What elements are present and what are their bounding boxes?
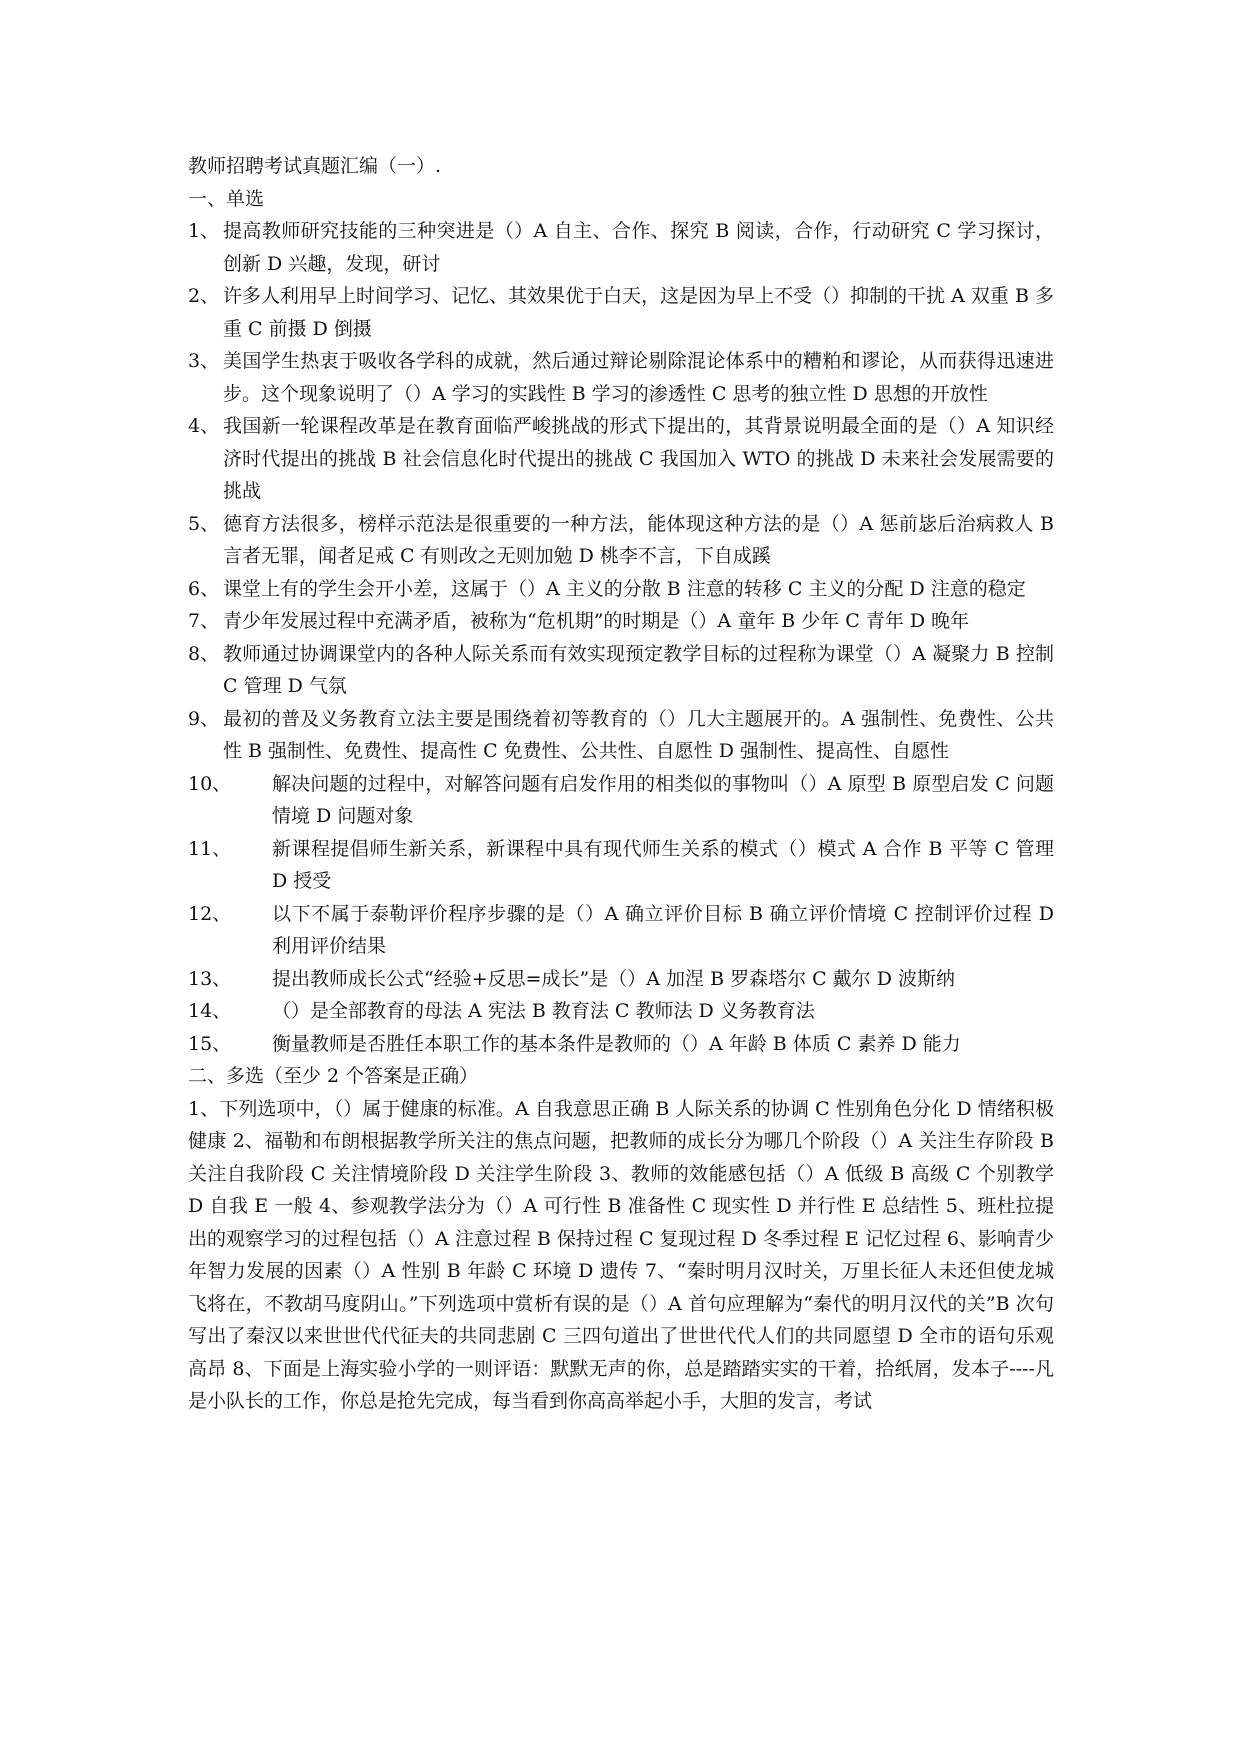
question-item <box>188 963 1054 996</box>
question-number: 2、 <box>188 285 220 307</box>
question-number: 10、 <box>188 772 232 795</box>
question-text: 我国新一轮课程改革是在教育面临严峻挑战的形式下提出的，其背景说明最全面的是（）A 知识经济时代提出的挑战 B 社会信息化时代提出的挑战 C 我国加入 WTO 的挑战 D 未来社会发展需要的挑战 <box>223 415 1054 502</box>
question-item <box>188 280 1054 345</box>
question-item <box>188 898 1054 963</box>
question-text: 提高教师研究技能的三种突进是（）A 自主、合作、探究 B 阅读，合作，行动研究 C 学习探讨，创新 D 兴趣，发现，研讨 <box>223 220 1054 275</box>
question-text: 以下不属于泰勒评价程序步骤的是（）A 确立评价目标 B 确立评价情境 C 控制评价过程 D 利用评价结果 <box>272 902 1054 957</box>
question-number: 7、 <box>188 610 220 632</box>
question-number: 15、 <box>188 1032 232 1055</box>
question-number: 6、 <box>188 577 220 600</box>
question-item <box>188 605 1054 638</box>
question-text: 课堂上有的学生会开小差，这属于（）A 主义的分散 B 注意的转移 C 主义的分配 D 注意的稳定 <box>223 577 1026 600</box>
question-item <box>188 768 1054 833</box>
question-text: 新课程提倡师生新关系，新课程中具有现代师生关系的模式（）模式 A 合作 B 平等 C 管理 D 授受 <box>272 837 1054 892</box>
question-item <box>188 995 1054 1028</box>
question-number: 5、 <box>188 512 220 535</box>
question-number: 1、 <box>188 220 220 242</box>
question-item <box>188 508 1054 573</box>
question-text: 美国学生热衷于吸收各学科的成就，然后通过辩论剔除混论体系中的糟粕和谬论，从而获得迅速进步。这个现象说明了（）A 学习的实践性 B 学习的渗透性 C 思考的独立性 D 思想的开放性 <box>223 350 1054 405</box>
question-item <box>188 573 1054 606</box>
question-text: 青少年发展过程中充满矛盾，被称为“危机期”的时期是（）A 童年 B 少年 C 青年 D 晚年 <box>223 610 970 632</box>
question-number: 8、 <box>188 642 220 665</box>
question-item <box>188 345 1054 410</box>
question-text: 解决问题的过程中，对解答问题有启发作用的相类似的事物叫（）A 原型 B 原型启发 C 问题情境 D 问题对象 <box>272 772 1054 827</box>
document-body <box>188 150 1054 1418</box>
question-number: 12、 <box>188 902 232 925</box>
section-heading-single-choice: 一、单选 <box>188 187 265 210</box>
question-text: 教师通过协调课堂内的各种人际关系而有效实现预定教学目标的过程称为课堂（）A 凝聚力 B 控制 C 管理 D 气氛 <box>223 642 1054 697</box>
question-text: 衡量教师是否胜任本职工作的基本条件是教师的（）A 年龄 B 体质 C 素养 D 能力 <box>272 1032 961 1055</box>
question-number: 13、 <box>188 967 232 990</box>
question-item <box>188 703 1054 768</box>
question-text: 德育方法很多，榜样示范法是很重要的一种方法，能体现这种方法的是（）A 惩前毖后治病救人 B 言者无罪，闻者足戒 C 有则改之无则加勉 D 桃李不言，下自成蹊 <box>223 512 1054 567</box>
question-text: 提出教师成长公式“经验+反思=成长”是（）A 加涅 B 罗森塔尔 C 戴尔 D 波斯纳 <box>272 967 955 990</box>
question-item <box>188 638 1054 703</box>
question-item <box>188 215 1054 280</box>
question-item <box>188 410 1054 508</box>
multi-choice-paragraph: 1、下列选项中，（）属于健康的标准。A 自我意思正确 B 人际关系的协调 C 性别角色分化 D 情绪积极健康 2、福勒和布朗根据教学所关注的焦点问题，把教师的成长分为哪几个阶段（）A 关注生存阶段 B 关注自我阶段 C 关注情境阶段 D 关注学生阶段 3、教师的效能感包括（）A 低级 B 高级 C 个别教学 D 自我 E 一般 4、参观教学法分为（）A 可行性 B 准备性 C 现实性 D 并行性 E 总结性 5、班杜拉提出的观察学习的过程包括（）A 注意过程 B 保持过程 C 复现过程 D 冬季过程 E 记忆过程 6、影响青少年智力发展的因素（）A 性别 B 年龄 C 环境 D 遗传 7、“秦时明月汉时关，万里长征人未还但使龙城飞将在，不教胡马度阴山。”下列选项中赏析有误的是（）A 首句应理解为“秦代的明月汉代的关”B 次句写出了秦汉以来世世代代征夫的共同悲剧 C 三四句道出了世世代代人们的共同愿望 D 全市的语句乐观高昂 8、下面是上海实验小学的一则评语：默默无声的你，总是踏踏实实的干着，拾纸屑，发本子----凡是小队长的工作，你总是抢先完成，每当看到你高高举起小手，大胆的发言，考试 <box>188 1097 1054 1412</box>
question-number: 11、 <box>188 837 232 860</box>
question-text: （）是全部教育的母法 A 宪法 B 教育法 C 教师法 D 义务教育法 <box>272 1000 815 1022</box>
question-number: 4、 <box>188 415 220 437</box>
question-number: 14、 <box>188 1000 232 1022</box>
question-number: 9、 <box>188 707 220 730</box>
question-number: 3、 <box>188 350 220 372</box>
section-heading-multi-choice: 二、多选（至少 2 个答案是正确） <box>188 1065 479 1087</box>
document-title: 教师招聘考试真题汇编（一）. <box>188 155 442 177</box>
question-item <box>188 833 1054 898</box>
question-text: 许多人利用早上时间学习、记忆、其效果优于白天，这是因为早上不受（）抑制的干扰 A 双重 B 多重 C 前摄 D 倒摄 <box>223 285 1054 340</box>
question-item <box>188 1028 1054 1061</box>
question-text: 最初的普及义务教育立法主要是围绕着初等教育的（）几大主题展开的。A 强制性、免费性、公共性 B 强制性、免费性、提高性 C 免费性、公共性、自愿性 D 强制性、提高性、自愿性 <box>223 707 1054 762</box>
